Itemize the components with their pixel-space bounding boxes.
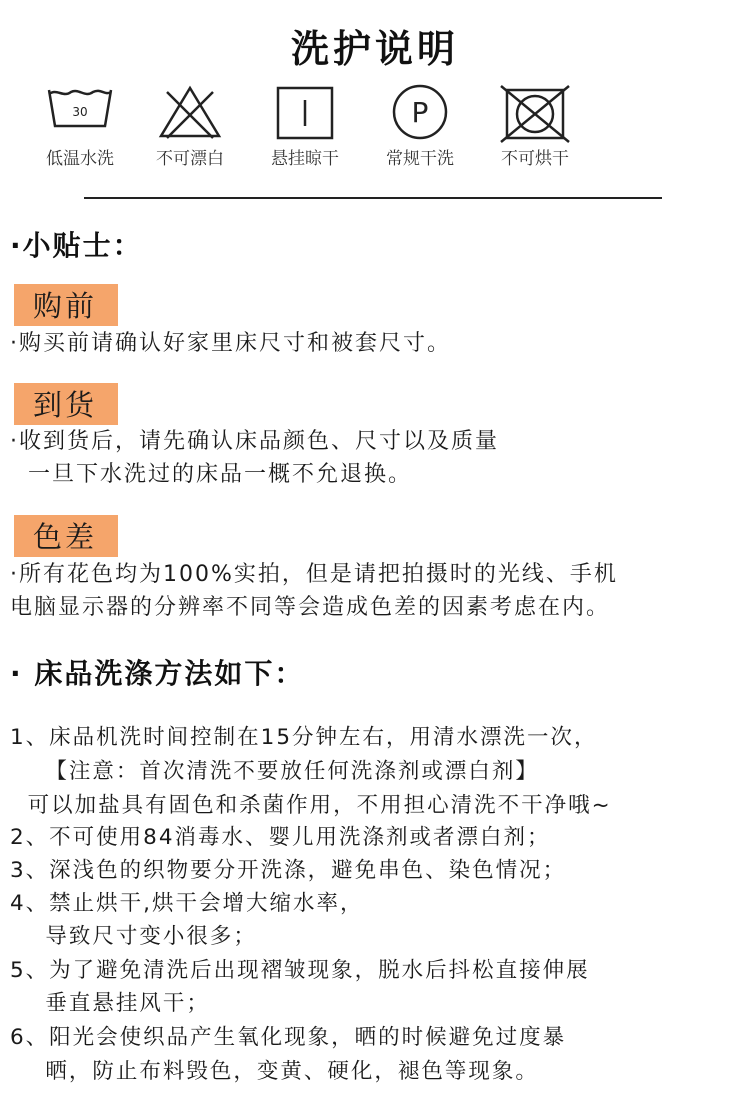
care-item-bleach — [130, 84, 250, 169]
washing-line: 垂直悬挂风干； — [10, 991, 210, 1016]
hang-dry-icon — [270, 84, 340, 140]
tag-on-arrival: 到货 — [14, 383, 118, 425]
tips-heading: ·小贴士： — [10, 229, 143, 262]
care-item-hang-dry — [245, 84, 365, 169]
care-symbols-row — [0, 84, 750, 184]
care-item-wash — [20, 84, 140, 169]
divider — [84, 197, 662, 199]
care-item-dry-clean — [360, 84, 480, 169]
care-label-wash: 低温水洗 — [46, 149, 114, 169]
washing-line: 2、不可使用84消毒水、婴儿用洗涤剂或者漂白剂； — [10, 825, 551, 850]
washing-line: 4、禁止烘干,烘干会增大缩水率， — [10, 891, 364, 916]
care-label-dry-clean: 常规干洗 — [386, 149, 454, 169]
washing-line: 【注意：首次清洗不要放任何洗涤剂或漂白剂】 — [10, 759, 539, 784]
do-not-bleach-icon — [155, 84, 225, 140]
tag-before-purchase: 购前 — [14, 284, 118, 326]
page-title: 洗护说明 — [290, 27, 459, 71]
washing-line: 3、深浅色的织物要分开洗涤，避免串色、染色情况； — [10, 858, 567, 883]
washing-heading: · 床品洗涤方法如下： — [10, 657, 305, 690]
tip-line: ·收到货后，请先确认床品颜色、尺寸以及质量 — [10, 429, 499, 454]
washing-line: 导致尺寸变小很多； — [10, 924, 257, 949]
care-label-tumble-dry: 不可烘干 — [501, 149, 569, 169]
washing-line: 晒，防止布料毁色，变黄、硬化，褪色等现象。 — [10, 1059, 539, 1084]
tip-line: 电脑显示器的分辨率不同等会造成色差的因素考虑在内。 — [10, 595, 611, 620]
tip-line: ·所有花色均为100%实拍，但是请把拍摄时的光线、手机 — [10, 562, 618, 587]
dry-clean-p-icon — [385, 84, 455, 140]
wash-30-icon — [45, 84, 115, 132]
tip-line: 一旦下水洗过的床品一概不允退换。 — [10, 462, 412, 487]
washing-line: 1、床品机洗时间控制在15分钟左右，用清水漂洗一次， — [10, 725, 598, 750]
do-not-tumble-dry-icon — [497, 84, 573, 144]
dry-clean-letter: P — [411, 96, 429, 129]
washing-line: 5、为了避免清洗后出现褶皱现象，脱水后抖松直接伸展 — [10, 958, 590, 983]
care-label-hang-dry: 悬挂晾干 — [271, 149, 339, 169]
wash-temperature-text: 30 — [72, 105, 88, 119]
tip-line: ·购买前请确认好家里床尺寸和被套尺寸。 — [10, 331, 451, 356]
tag-color-difference: 色差 — [14, 515, 118, 557]
washing-line: 可以加盐具有固色和杀菌作用，不用担心清洗不干净哦~ — [10, 793, 612, 818]
washing-line: 6、阳光会使织品产生氧化现象，晒的时候避免过度暴 — [10, 1025, 567, 1050]
care-label-bleach: 不可漂白 — [156, 149, 224, 169]
care-item-tumble-dry — [475, 84, 595, 169]
